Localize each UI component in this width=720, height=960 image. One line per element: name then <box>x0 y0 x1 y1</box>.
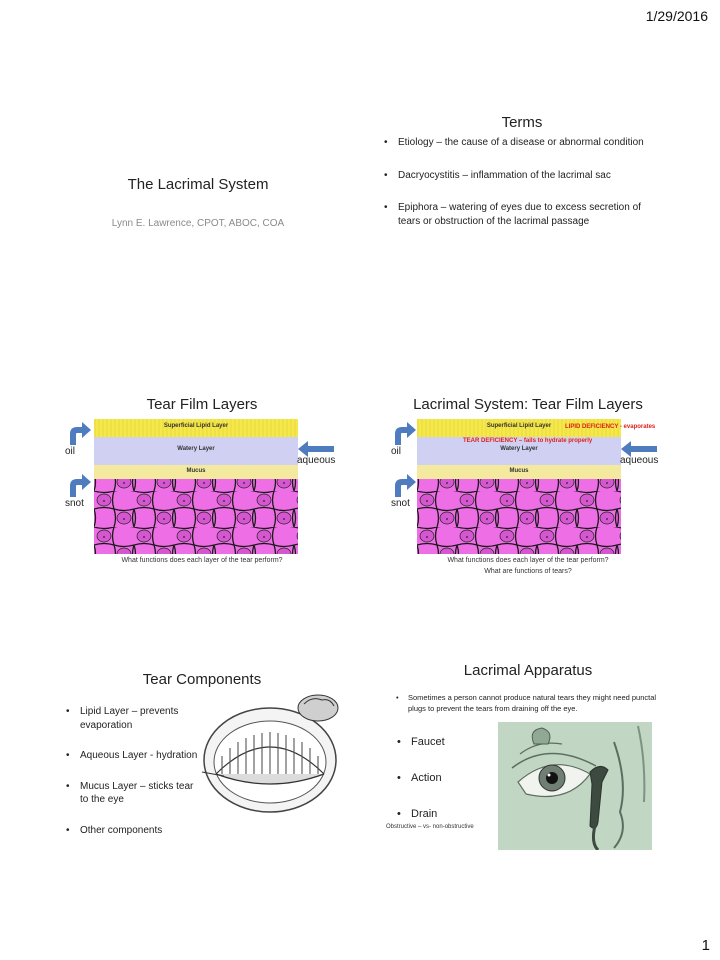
oil-label: oil <box>65 446 76 457</box>
page-date: 1/29/2016 <box>645 8 708 24</box>
slide4-caption-2: What are functions of tears? <box>484 568 572 575</box>
tear-components-list <box>66 705 198 837</box>
slide1-author: Lynn E. Lawrence, CPOT, ABOC, COA <box>111 218 285 229</box>
lipid-layer-label: Superficial Lipid Layer <box>163 423 229 429</box>
lipid-deficiency-note: LIPID DEFICIENCY - evaporates <box>565 424 656 430</box>
slide2-title: Terms <box>501 114 543 131</box>
slide4-title: Lacrimal System: Tear Film Layers <box>413 396 643 413</box>
component-mucus: • Mucus Layer – sticks tear to the eye <box>66 780 198 807</box>
watery-layer-label: Watery Layer <box>500 446 538 452</box>
slide6-title: Lacrimal Apparatus <box>463 662 593 679</box>
tear-film-deficiency-diagram <box>417 419 621 554</box>
aqueous-label: aqueous <box>297 455 336 466</box>
component-lipid: • Lipid Layer – prevents evaporation <box>66 705 198 732</box>
oil-arrow-icon <box>391 420 417 446</box>
aqueous-label: aqueous <box>620 455 659 466</box>
oil-arrow-icon <box>66 420 92 446</box>
tear-film-diagram <box>94 419 298 554</box>
tear-deficiency-note: TEAR DEFICIENCY – fails to hydrate properly <box>463 438 593 444</box>
slide4-caption: What functions does each layer of the tear perform? <box>447 557 609 564</box>
lacrimal-apparatus-list <box>397 736 497 822</box>
watery-layer-label: Watery Layer <box>177 446 215 452</box>
slide3-title: Tear Film Layers <box>146 396 258 413</box>
term-etiology: • Etiology – the cause of a disease or abnormal condition <box>384 136 646 150</box>
apparatus-action: • Action <box>397 772 497 786</box>
page-number: 1 <box>701 937 710 954</box>
component-aqueous: • Aqueous Layer - hydration <box>66 749 198 763</box>
lacrimal-apparatus-illustration <box>498 722 652 850</box>
slide3-caption: What functions does each layer of the tear perform? <box>121 557 283 564</box>
snot-label: snot <box>65 498 84 509</box>
lipid-layer-label: Superficial Lipid Layer <box>486 423 552 429</box>
obstructive-note: Obstructive – vs- non-obstructive <box>386 824 474 830</box>
terms-list <box>384 136 646 228</box>
lacrimal-gland-illustration <box>200 690 350 818</box>
component-other: • Other components <box>66 824 198 838</box>
snot-label: snot <box>391 498 410 509</box>
snot-arrow-icon <box>66 472 92 498</box>
mucus-layer-label: Mucus <box>509 468 529 474</box>
snot-arrow-icon <box>391 472 417 498</box>
apparatus-drain: • Drain <box>397 808 497 822</box>
term-dacryocystitis: • Dacryocystitis – inflammation of the lacrimal sac <box>384 169 646 183</box>
slide1-title: The Lacrimal System <box>127 176 269 193</box>
oil-label: oil <box>391 446 402 457</box>
term-epiphora: • Epiphora – watering of eyes due to excess secretion of tears or obstruction of the lacrimal passage <box>384 201 646 228</box>
mucus-layer-label: Mucus <box>186 468 206 474</box>
slide5-title: Tear Components <box>142 671 262 688</box>
apparatus-faucet: • Faucet <box>397 736 497 750</box>
lacrimal-apparatus-intro <box>396 692 658 714</box>
punctal-plugs-note: • Sometimes a person cannot produce natural tears they might need punctal plugs to prevent the tears from draining off the eye. <box>396 692 658 714</box>
